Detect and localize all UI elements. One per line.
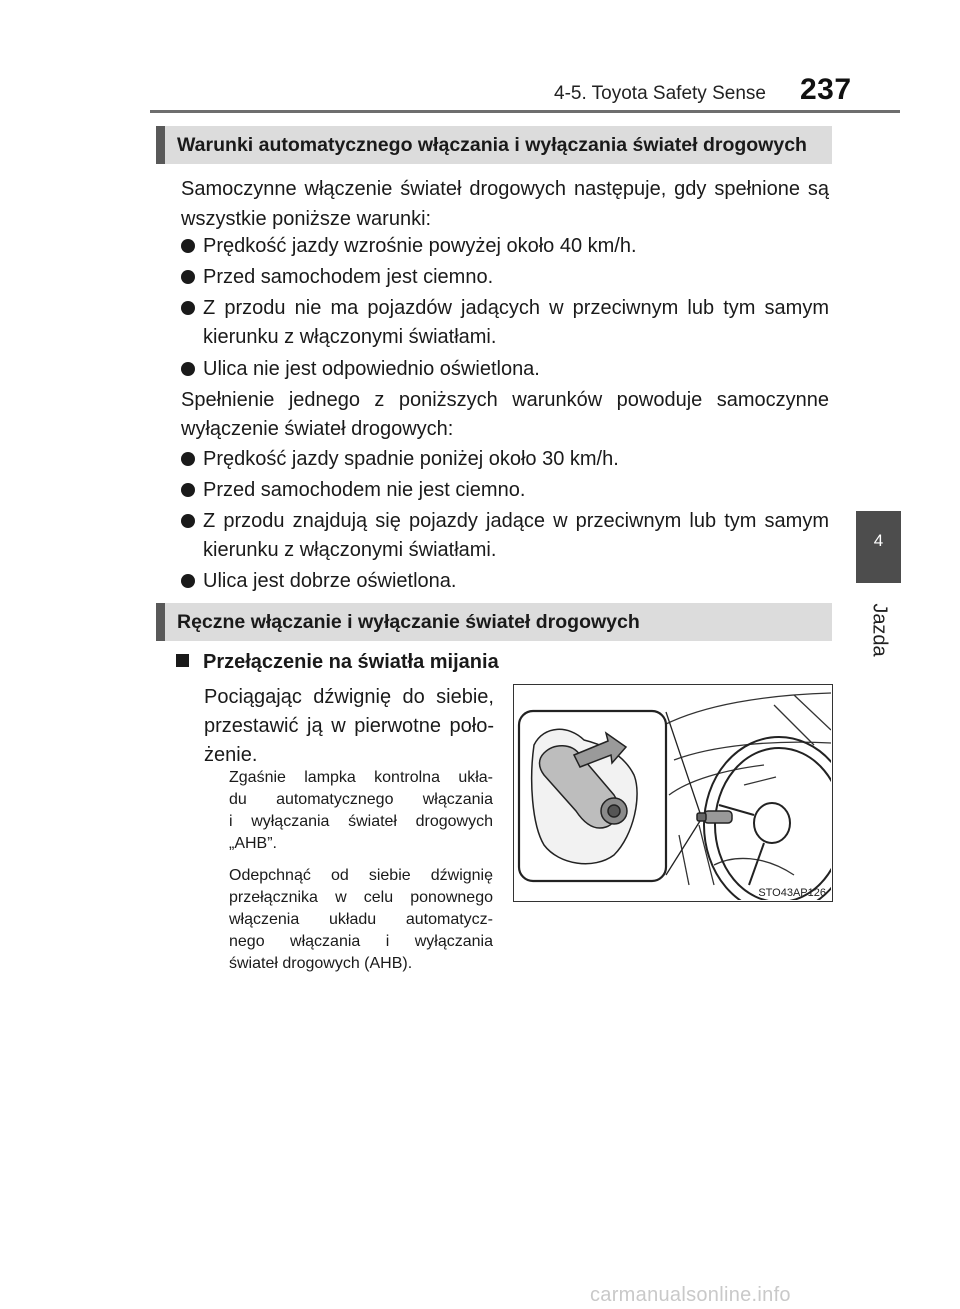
bullet-icon [181,574,195,588]
page-number: 237 [800,73,852,106]
note2-line-1: Odepchnąć od siebie dźwignię [229,867,493,884]
bullet-icon [181,483,195,497]
lever-illustration [513,684,833,902]
bullet-icon [181,514,195,528]
watermark: carmanualsonline.info [590,1284,791,1306]
off-condition-text: Przed samochodem nie jest ciemno. [203,479,526,501]
subheading-low-beam-text: Przełączenie na światła mijania [203,651,499,673]
on-condition-text: Ulica nie jest odpowiednio oświetlona. [203,358,540,380]
chapter-number: 4 [873,531,884,550]
instruction-line-2: przestawić ją w pierwotne poło- [204,715,494,737]
intro-on-line-1: Samoczynne włączenie świateł drogowych następuje, gdy spełnione są [181,178,829,200]
note1-line-3: i wyłączania świateł drogowych [229,813,493,830]
off-condition-text: Prędkość jazdy spadnie poniżej około 30 km/h. [203,448,619,470]
on-condition-text: Z przodu nie ma pojazdów jadących w przeciwnym lub tym samym [203,297,829,319]
section-heading-auto-text: Warunki automatycznego włączania i wyłączania świateł drogowych [177,134,807,156]
on-condition-text: Prędkość jazdy wzrośnie powyżej około 40 km/h. [203,235,637,257]
note2-line-3: włączenia układu automatycz- [229,911,493,928]
note1-line-2: du automatycznego włączania [229,791,493,808]
subheading-low-beam [176,651,499,674]
off-condition-text: Ulica jest dobrze oświetlona. [203,570,457,592]
bullet-icon [181,270,195,284]
section-heading-manual-text: Ręczne włączanie i wyłączanie świateł drogowych [177,611,640,633]
chapter-label-box [853,594,905,666]
chapter-label: Jazda [868,603,891,657]
header-section-title: 4-5. Toyota Safety Sense [554,83,766,104]
on-condition-text: Przed samochodem jest ciemno. [203,266,494,288]
section-heading-manual [156,603,832,641]
figure-code: STO43AP126 [758,887,826,899]
bullet-icon [181,452,195,466]
bullet-icon [181,301,195,315]
instruction-line-1: Pociągając dźwignię do siebie, [204,686,494,708]
note2-line-2: przełącznika w celu ponownego [229,889,493,906]
lever-illustration-drawing [514,685,831,900]
instruction-line-3: żenie. [204,744,258,766]
chapter-tab [856,511,901,583]
off-condition-text: kierunku z włączonymi światłami. [203,539,497,561]
intro-off-line-2: wyłączenie świateł drogowych: [181,418,454,440]
on-condition-text: kierunku z włączonymi światłami. [203,326,497,348]
bullet-icon [181,239,195,253]
section-heading-auto [156,126,832,164]
note2-line-4: nego włączania i wyłączania [229,933,493,950]
note1-line-1: Zgaśnie lampka kontrolna ukła- [229,769,493,786]
header-rule [150,110,900,113]
square-bullet-icon [176,654,189,667]
note1-line-4: „AHB”. [229,835,277,852]
bullet-icon [181,362,195,376]
note2-line-5: świateł drogowych (AHB). [229,955,413,972]
intro-on-line-2: wszystkie poniższe warunki: [181,208,432,230]
off-condition-text: Z przodu znajdują się pojazdy jadące w przeciwnym lub tym samym [203,510,829,532]
intro-off-line-1: Spełnienie jednego z poniższych warunków powoduje samoczynne [181,389,829,411]
